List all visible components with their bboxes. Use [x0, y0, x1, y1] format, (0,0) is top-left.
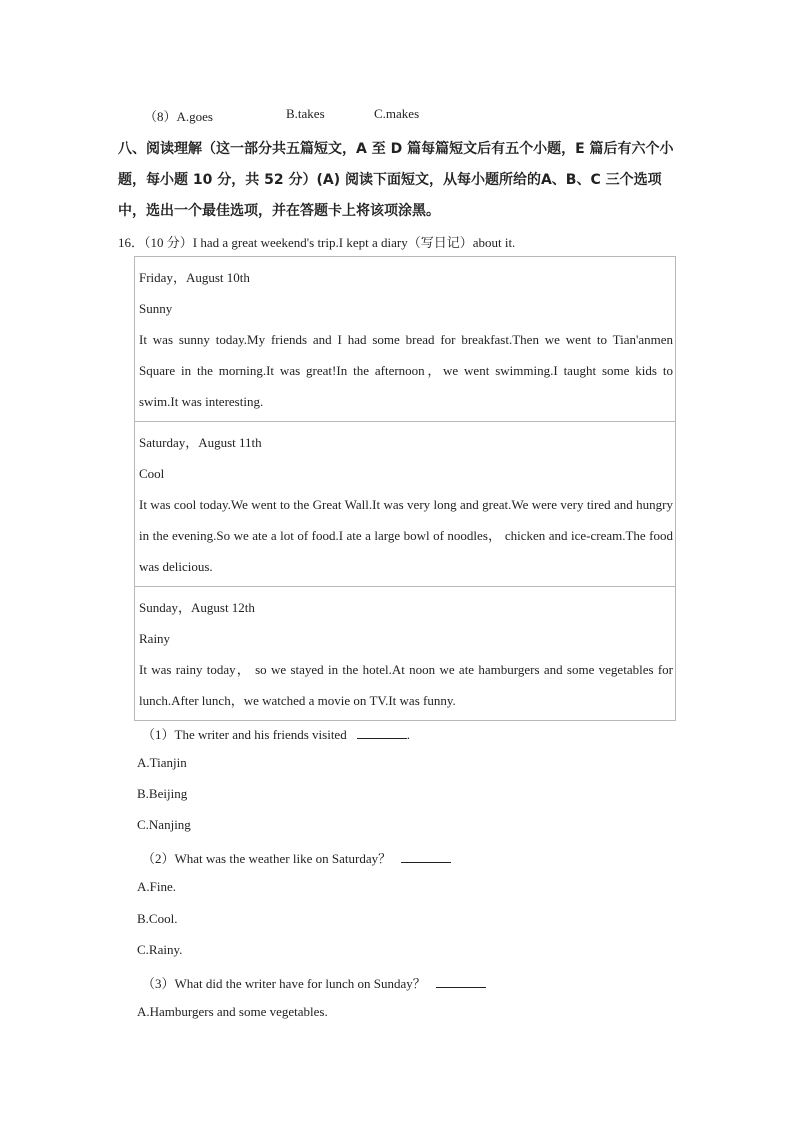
option-c: C.Nanjing	[137, 817, 191, 832]
option-a: A.Tianjin	[137, 755, 187, 770]
option-c: C.Rainy.	[137, 942, 183, 957]
option-a: A.Hamburgers and some vegetables.	[137, 1004, 328, 1019]
answer-blank[interactable]	[401, 852, 451, 863]
diary-text: It was sunny today.My friends and I had some bread for breakfast.Then we went to Tian'anmen Square in the morning.It was great!In the afternoon，we went swimming.I taught some kids to swim.It was interesting.	[139, 332, 673, 409]
sub-question-2	[142, 848, 451, 867]
diary-weather: Cool	[139, 466, 165, 481]
diary-table	[134, 256, 676, 721]
option-a: （8）A.goes	[144, 109, 213, 124]
answer-blank[interactable]	[436, 977, 486, 988]
diary-weather: Sunny	[139, 301, 173, 316]
diary-date: Sunday，August 12th	[139, 600, 255, 615]
diary-date: Friday，August 10th	[139, 270, 250, 285]
option-b: B.Cool.	[137, 911, 178, 926]
sub-question-3	[142, 973, 486, 992]
diary-text: It was rainy today， so we stayed in the hotel.At noon we ate hamburgers and some vegetables for lunch.After lunch，we watched a movie on TV.It was funny.	[139, 662, 673, 708]
question-suffix: .	[406, 727, 410, 742]
question-stem: （1）The writer and his friends visited	[142, 727, 347, 742]
diary-entry-sunday	[135, 586, 675, 720]
option-b: B.takes	[286, 106, 325, 121]
question-stem: （2）What was the weather like on Saturday？	[142, 851, 392, 866]
diary-text: It was cool today.We went to the Great Wall.It was very long and great.We were very tired and hungry in the evening.So we ate a lot of food.I ate a large bowl of noodles， chicken and ice-cream.The food was delicious.	[139, 497, 673, 574]
question-16-stem: 16．（10 分）I had a great weekend's trip.I kept a diary（写日记）about it.	[118, 235, 516, 250]
question-stem: （3）What did the writer have for lunch on Sunday？	[142, 976, 426, 991]
answer-blank[interactable]	[357, 728, 407, 739]
option-b: B.Beijing	[137, 786, 188, 801]
diary-entry-friday	[135, 257, 675, 421]
section-instructions: 八、阅读理解（这一部分共五篇短文，A 至 D 篇每篇短文后有五个小题，E 篇后有六个小题，每小题 10 分，共 52 分）(A) 阅读下面短文，从每小题所给的A、B、C 三个选项中，选出一个最佳选项，并在答题卡上将该项涂黑。	[118, 141, 674, 219]
sub-question-1	[142, 724, 410, 743]
option-c: C.makes	[374, 106, 420, 121]
option-a: A.Fine.	[137, 879, 176, 894]
diary-weather: Rainy	[139, 631, 171, 646]
diary-entry-saturday	[135, 421, 675, 586]
diary-date: Saturday，August 11th	[139, 435, 262, 450]
